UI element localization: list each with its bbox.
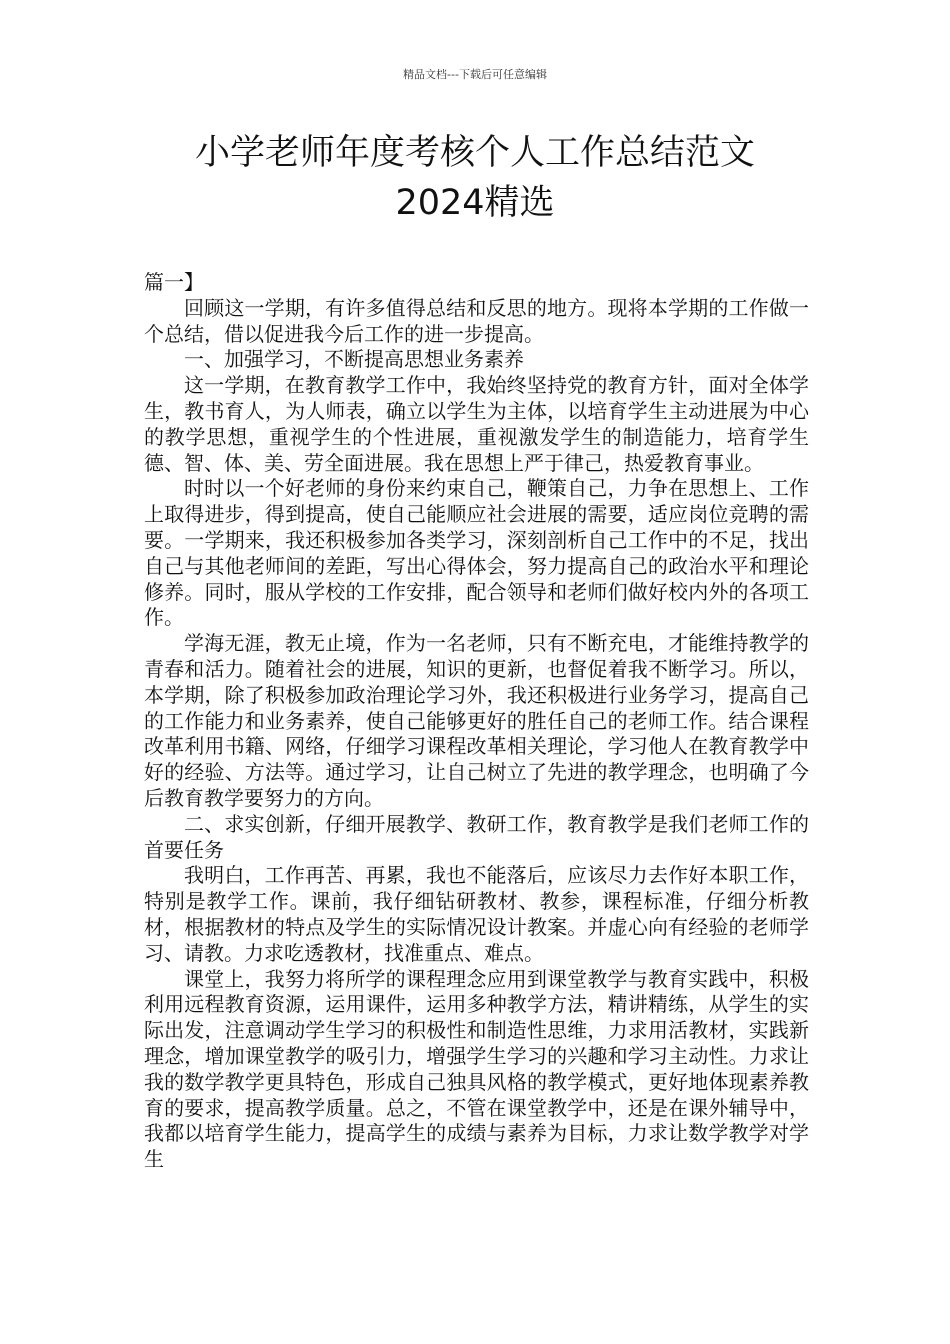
document-body bbox=[144, 270, 809, 1173]
title-line-1: 小学老师年度考核个人工作总结范文 bbox=[194, 133, 755, 173]
heading-section-2: 二、求实创新，仔细开展教学、教研工作，教育教学是我们老师工作的首要任务 bbox=[144, 811, 809, 862]
title-line-2: 2024精选 bbox=[395, 183, 555, 223]
paragraph: 时时以一个好老师的身份来约束自己，鞭策自己，力争在思想上、工作上取得进步，得到提高，使自己能顺应社会进展的需要，适应岗位竞聘的需要。一学期来，我还积极参加各类学习，深刻剖析自己工作中的不足，找出自己与其他老师间的差距，写出心得体会，努力提高自己的政治水平和理论修养。同时，服从学校的工作安排，配合领导和老师们做好校内外的各项工作。 bbox=[144, 476, 809, 630]
heading-section-1: 一、加强学习，不断提高思想业务素养 bbox=[184, 347, 524, 372]
paragraph: 课堂上，我努力将所学的课程理念应用到课堂教学与教育实践中，积极利用远程教育资源，运用课件，运用多种教学方法，精讲精练，从学生的实际出发，注意调动学生学习的积极性和制造性思维，力求用活教材，实践新理念，增加课堂教学的吸引力，增强学生学习的兴趣和学习主动性。力求让我的数学教学更具特色，形成自己独具风格的教学模式，更好地体现素养教育的要求，提高教学质量。总之，不管在课堂教学中，还是在课外辅导中，我都以培育学生能力，提高学生的成绩与素养为目标，力求让数学教学对学生 bbox=[144, 966, 809, 1172]
header-note: 精品文档---下载后可任意编辑 bbox=[403, 68, 547, 81]
paragraph-intro: 回顾这一学期，有许多值得总结和反思的地方。现将本学期的工作做一个总结，借以促进我今后工作的进一步提高。 bbox=[144, 295, 809, 346]
section-label: 篇一】 bbox=[144, 270, 204, 294]
paragraph: 学海无涯，教无止境，作为一名老师，只有不断充电，才能维持教学的青春和活力。随着社会的进展，知识的更新，也督促着我不断学习。所以，本学期，除了积极参加政治理论学习外，我还积极进行业务学习，提高自己的工作能力和业务素养，使自己能够更好的胜任自己的老师工作。结合课程改革利用书籍、网络，仔细学习课程改革相关理论，学习他人在教育教学中好的经验、方法等。通过学习，让自己树立了先进的教学理念，也明确了今后教育教学要努力的方向。 bbox=[144, 631, 809, 810]
paragraph: 这一学期，在教育教学工作中，我始终坚持党的教育方针，面对全体学生，教书育人，为人师表，确立以学生为主体，以培育学生主动进展为中心的教学思想，重视学生的个性进展，重视激发学生的制造能力，培育学生德、智、体、美、劳全面进展。我在思想上严于律己，热爱教育事业。 bbox=[144, 373, 809, 475]
paragraph: 我明白，工作再苦、再累，我也不能落后，应该尽力去作好本职工作，特别是教学工作。课前，我仔细钻研教材、教参，课程标准，仔细分析教材，根据教材的特点及学生的实际情况设计教案。并虚心向有经验的老师学习、请教。力求吃透教材，找准重点、难点。 bbox=[144, 863, 809, 965]
document-title bbox=[0, 128, 950, 228]
